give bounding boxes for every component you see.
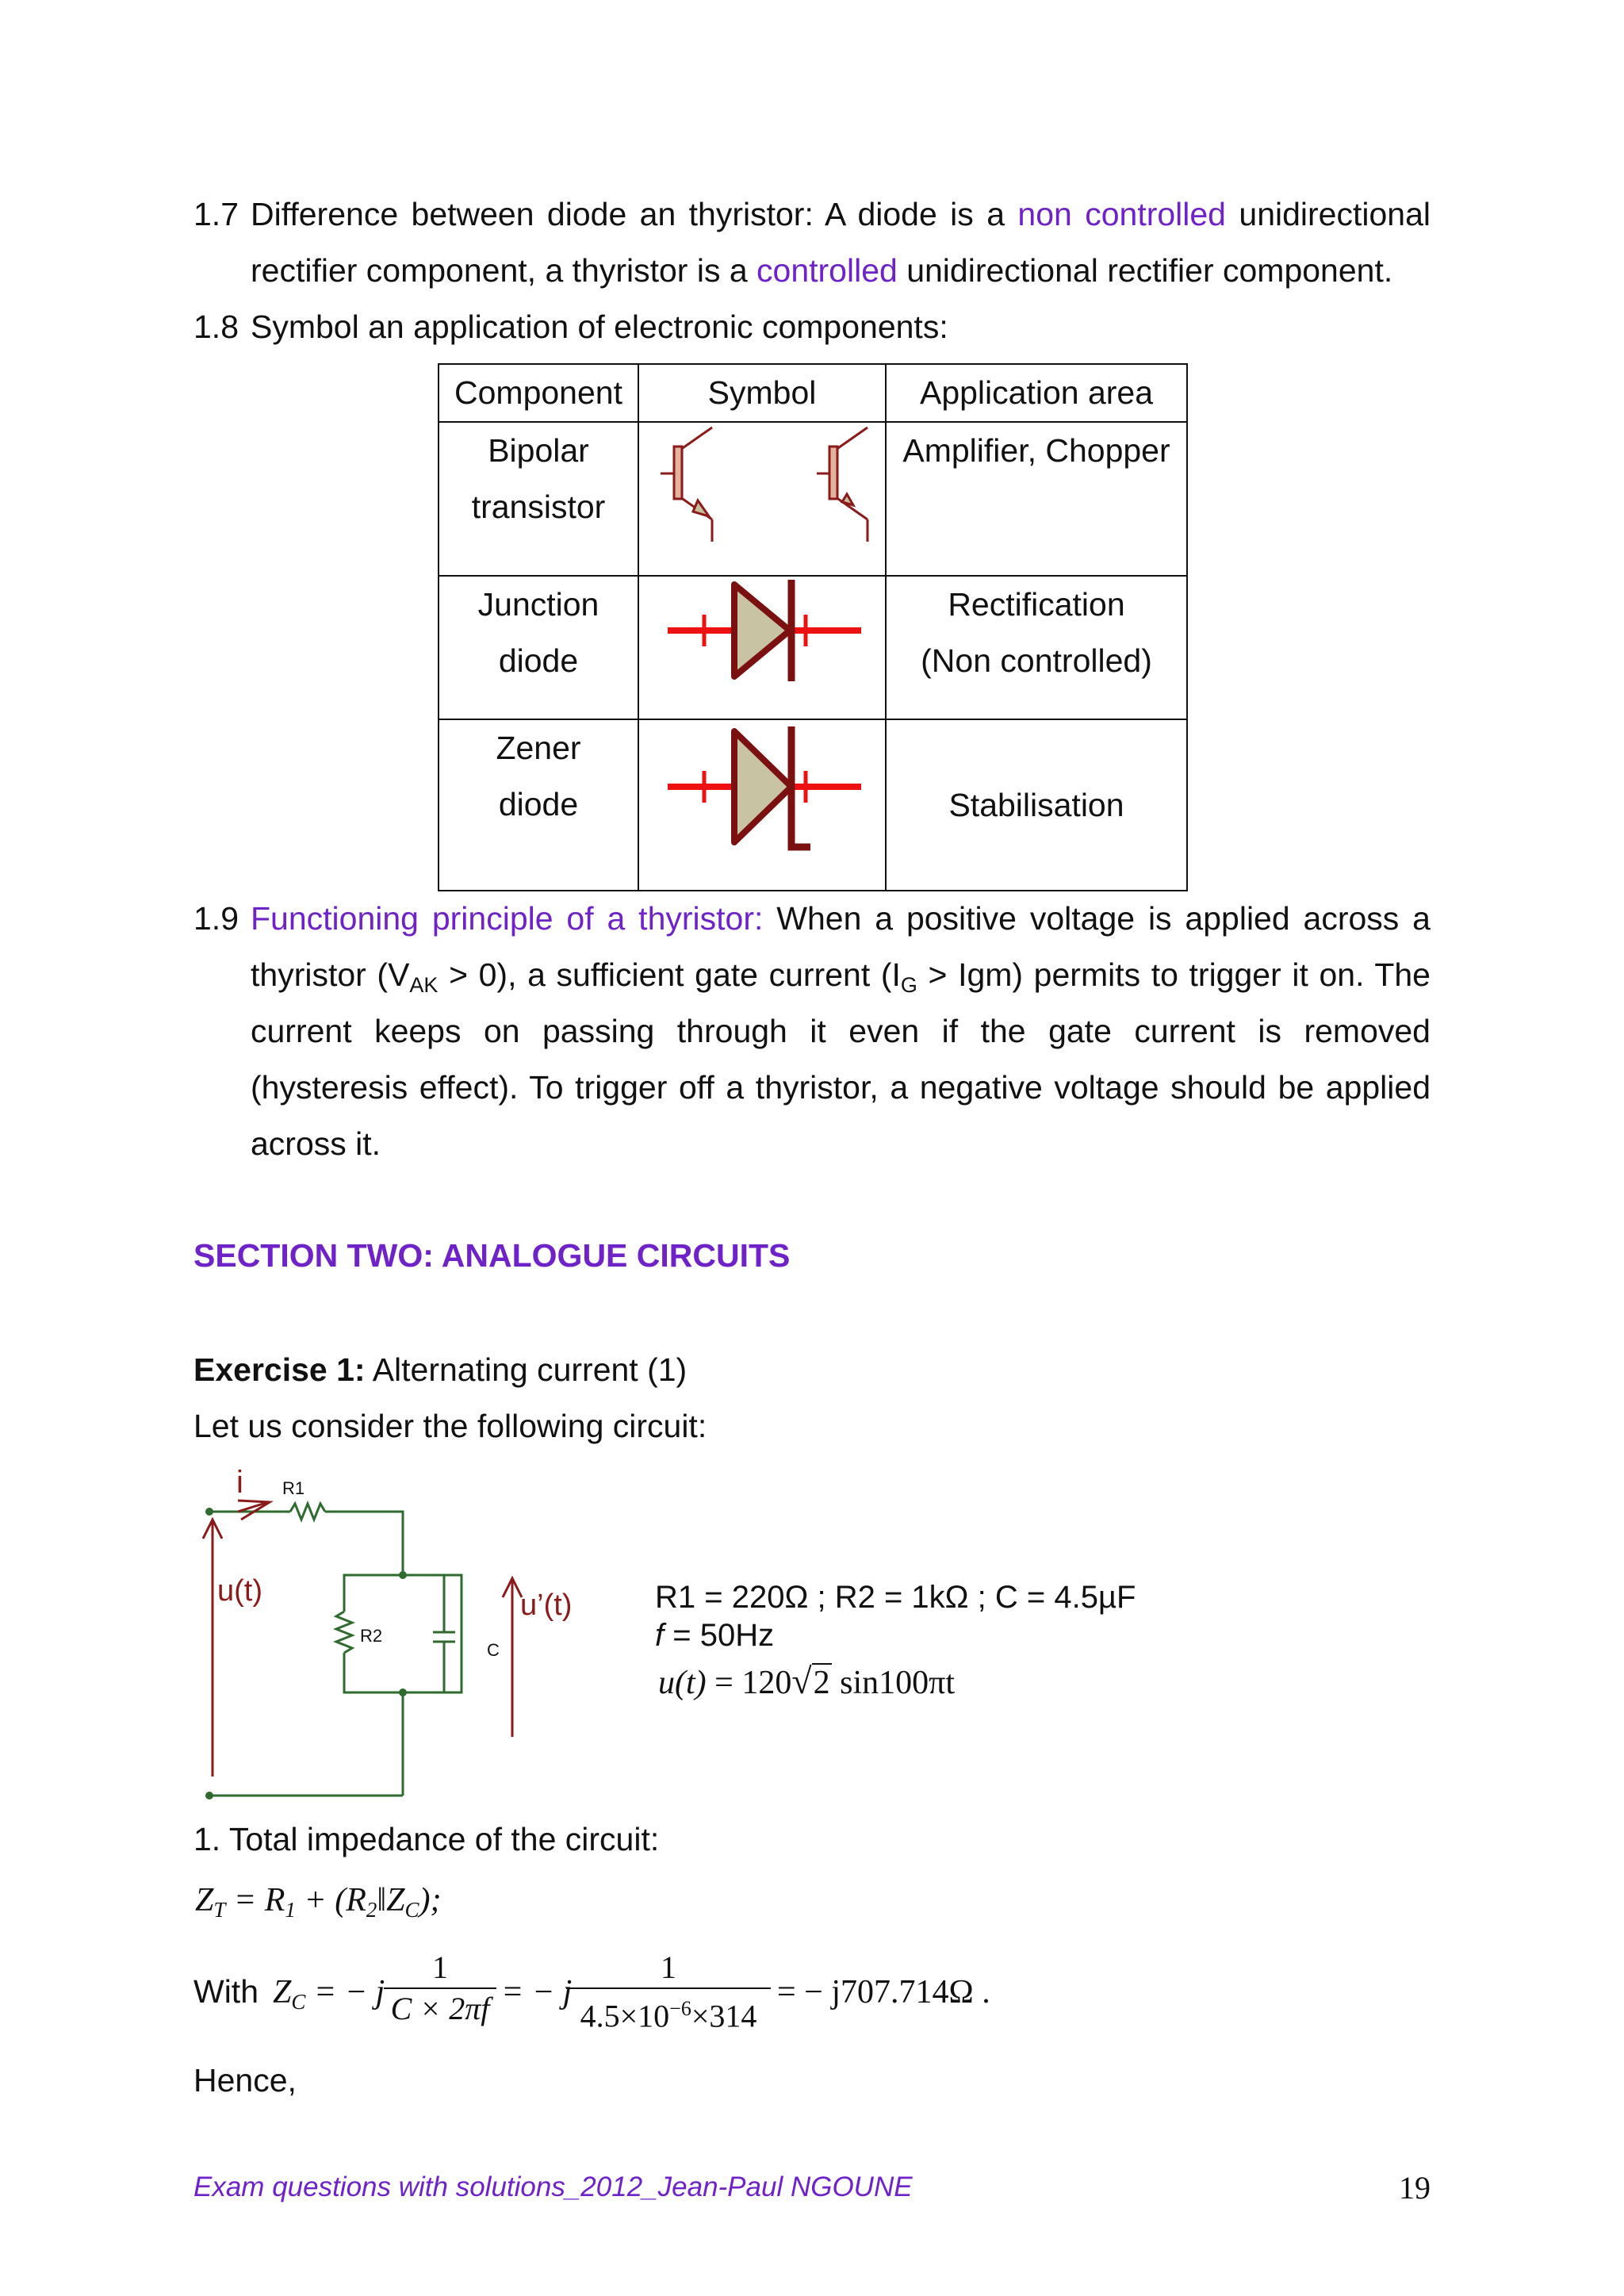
- symbol-cell: [638, 576, 886, 719]
- param-values: R1 = 220Ω ; R2 = 1kΩ ; C = 4.5µF: [655, 1580, 1136, 1615]
- paragraph-1-7-line1: [251, 186, 1431, 243]
- paragraph-1-9-line1: [251, 891, 1431, 947]
- component-name-line: diode: [498, 786, 579, 822]
- total-impedance-formula: [195, 1876, 442, 1934]
- bipolar-transistor-icon: [639, 423, 885, 558]
- fraction-denominator: C × 2πf: [384, 1987, 496, 2029]
- formula-sub: C: [404, 1898, 419, 1922]
- highlight-controlled: controlled: [756, 252, 898, 289]
- item-number-1-9: 1.9: [193, 900, 239, 937]
- capacitor-label: C: [487, 1640, 500, 1660]
- footer-title: Exam questions with solutions_2012_Jean-Paul NGOUNE: [193, 2171, 913, 2202]
- text-span: Difference between diode an thyristor: A diode is a: [251, 196, 1018, 232]
- with-label: With: [193, 1973, 259, 2010]
- r2-label: R2: [360, 1626, 383, 1646]
- equation-lhs: u(t): [658, 1665, 707, 1701]
- frequency-var: f: [655, 1618, 665, 1653]
- paragraph-1-9-line3: current keeps on passing through it even if the gate current is removed: [251, 1013, 1431, 1049]
- highlight-non-controlled: non controlled: [1017, 196, 1226, 232]
- symbol-cell: [638, 719, 886, 891]
- text-span: When a positive voltage is applied across a: [763, 900, 1431, 937]
- application-line: Rectification: [948, 586, 1125, 623]
- equation-coeff: = 120: [706, 1665, 792, 1701]
- question-1: 1. Total impedance of the circuit:: [193, 1821, 660, 1857]
- formula-sub: 2: [366, 1898, 377, 1922]
- zc-eq2: = − j: [501, 1974, 573, 2010]
- component-cell: [439, 719, 638, 891]
- paragraph-1-9-line5: across it.: [251, 1125, 381, 1162]
- application-line: (Non controlled): [921, 642, 1152, 679]
- subscript-ak: AK: [409, 973, 439, 997]
- formula-part: Z: [195, 1882, 214, 1918]
- component-name-line: transistor: [471, 489, 606, 525]
- application-cell: [886, 719, 1187, 891]
- text-span: > Igm) permits to trigger it on. The: [917, 956, 1431, 993]
- hence-label: Hence,: [193, 2062, 297, 2099]
- fraction-1: [384, 1948, 496, 2029]
- formula-part: ‖Z: [377, 1882, 405, 1918]
- current-label: i: [236, 1465, 243, 1500]
- equation-sine: sin100πt: [840, 1665, 955, 1701]
- item-number-1-7: 1.7: [193, 196, 239, 232]
- formula-sub: C: [291, 1990, 306, 2014]
- heading-1-8: Symbol an application of electronic components:: [251, 309, 948, 345]
- application-line: Stabilisation: [948, 786, 1124, 823]
- sqrt-radicand: 2: [813, 1665, 830, 1701]
- exercise-title: Alternating current (1): [365, 1351, 688, 1388]
- text-span: unidirectional: [1226, 196, 1431, 232]
- application-cell: [886, 422, 1187, 576]
- header-application: Application area: [886, 364, 1187, 422]
- subscript-g: G: [900, 973, 917, 997]
- voltage-equation: [658, 1659, 955, 1705]
- table-row: [439, 422, 1187, 576]
- component-name-line: Junction: [477, 586, 599, 623]
- formula-part: Z: [273, 1974, 292, 2010]
- output-voltage-label: u’(t): [520, 1589, 573, 1622]
- formula-sub: 1: [285, 1898, 296, 1922]
- zc-lhs: [273, 1970, 385, 2024]
- diode-icon: [639, 577, 885, 701]
- section-title: SECTION TWO: ANALOGUE CIRCUITS: [193, 1237, 791, 1274]
- frequency-value: = 50Hz: [664, 1618, 775, 1653]
- input-voltage-label: u(t): [217, 1574, 262, 1608]
- formula-exponent: −6: [669, 1997, 691, 2020]
- component-cell: [439, 576, 638, 719]
- text-span: rectifier component, a thyristor is a: [251, 252, 757, 289]
- fraction-denominator: [566, 1987, 771, 2036]
- sqrt-icon: √: [791, 1661, 812, 1701]
- symbol-cell: [638, 422, 886, 576]
- formula-part: 4.5×10: [580, 1998, 670, 2034]
- formula-part: = R: [225, 1882, 285, 1918]
- component-name-line: Zener: [496, 730, 581, 766]
- application-cell: [886, 576, 1187, 719]
- paragraph-1-7-line2: [251, 243, 1392, 299]
- component-name-line: Bipolar: [488, 432, 589, 469]
- application-line: Amplifier, Chopper: [902, 432, 1170, 469]
- highlight-functioning-principle: Functioning principle of a thyristor:: [251, 900, 764, 937]
- header-symbol: Symbol: [638, 364, 886, 422]
- r1-label: R1: [282, 1478, 305, 1498]
- param-frequency: [655, 1616, 774, 1654]
- table-row: [439, 719, 1187, 891]
- text-span: thyristor (V: [251, 956, 410, 993]
- text-span: unidirectional rectifier component.: [897, 252, 1393, 289]
- formula-part: ×314: [691, 1998, 757, 2034]
- circuit-diagram: [190, 1459, 603, 1808]
- formula-part: + (R: [295, 1882, 366, 1918]
- component-cell: [439, 422, 638, 576]
- fraction-2: [566, 1948, 771, 2036]
- zener-diode-icon: [639, 720, 885, 872]
- formula-part: );: [419, 1882, 442, 1918]
- formula-part: = − j: [313, 1974, 385, 2010]
- table-row: [439, 576, 1187, 719]
- page-number: 19: [1399, 2170, 1431, 2206]
- text-span: > 0), a sufficient gate current (I: [438, 956, 901, 993]
- components-table: [438, 363, 1188, 891]
- component-name-line: diode: [498, 642, 579, 679]
- table-header-row: [439, 364, 1187, 422]
- fraction-numerator: 1: [661, 1949, 676, 1985]
- paragraph-1-9-line4: (hysteresis effect). To trigger off a thyristor, a negative voltage should be applied: [251, 1069, 1431, 1106]
- exercise-heading: [193, 1342, 687, 1398]
- fraction-numerator: 1: [432, 1949, 448, 1985]
- formula-sub: T: [213, 1898, 226, 1922]
- exercise-intro: Let us consider the following circuit:: [193, 1408, 707, 1444]
- item-number-1-8: 1.8: [193, 309, 239, 345]
- header-component: Component: [439, 364, 638, 422]
- zc-result: = − j707.714Ω .: [777, 1974, 990, 2010]
- exercise-label: Exercise 1:: [193, 1351, 366, 1388]
